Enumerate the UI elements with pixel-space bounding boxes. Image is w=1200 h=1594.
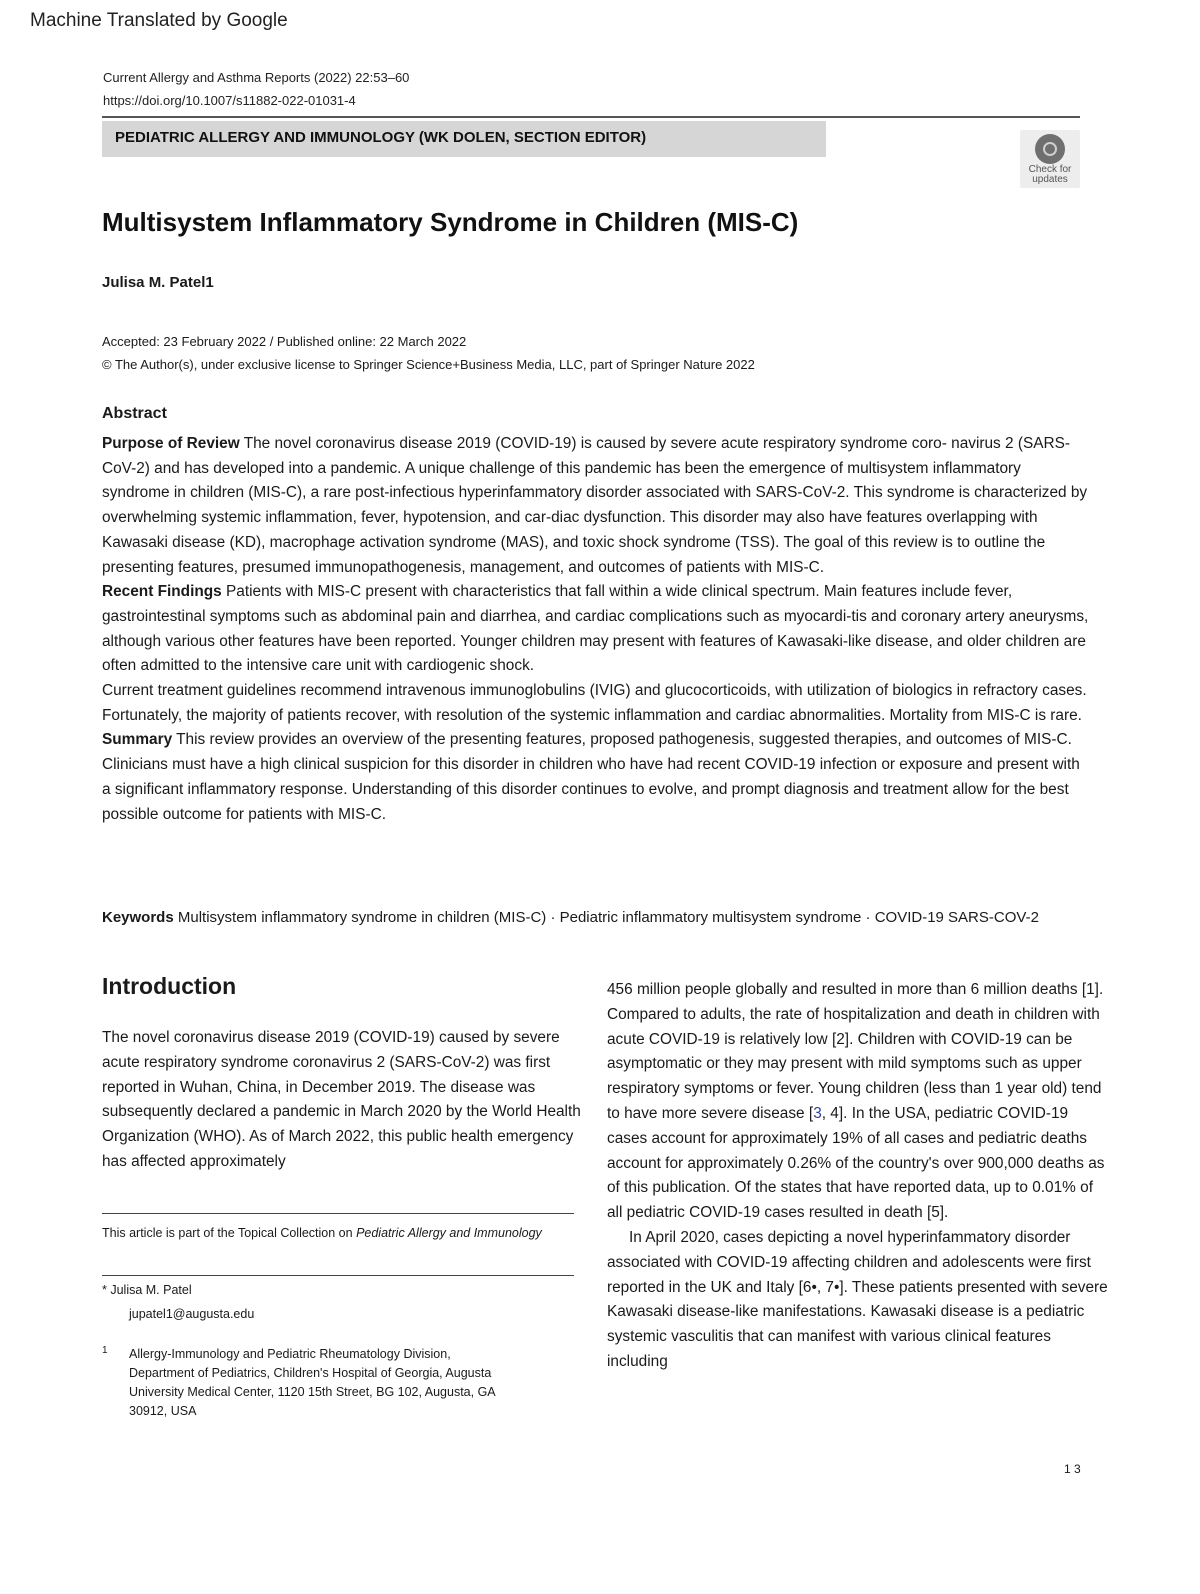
intro-right-para-2: In April 2020, cases depicting a novel hyperinfammatory disorder associated with COVID-19 affecting children and adolescents were first reported in the UK and Italy [6•, 7•]. These patients presented with severe Kawasaki disease-like manifestations. Kawasaki disease is a pediatric systemic vasculitis that can manifest with various clinical features including	[607, 1228, 1108, 1370]
article-title: Multisystem Inflammatory Syndrome in Children (MIS-C)	[102, 207, 799, 237]
purpose-label: Purpose of Review	[102, 435, 240, 452]
journal-header	[103, 66, 409, 112]
findings-text: Patients with MIS-C present with characteristics that fall within a wide clinical spectrum. Main features include fever, gastrointestinal symptoms such as abdominal pain and diarrhea, and cardiac complications such as myocardi-tis and coronary artery aneurysms, although various other features have been reported. Younger children may present with features of Kawasaki-like disease, and older children are often admitted to the intensive care unit with cardiogenic shock.	[102, 583, 1089, 675]
publication-dates	[102, 330, 755, 376]
collection-prefix: This article is part of the Topical Collection on	[102, 1226, 357, 1240]
check-updates-icon	[1035, 134, 1065, 164]
author-name: Julisa M. Patel1	[102, 274, 214, 291]
summary-text: This review provides an overview of the presenting features, proposed pathogenesis, suggested therapies, and outcomes of MIS-C. Clinicians must have a high clinical suspicion for this disorder in children who have had recent COVID-19 infection or exposure and present with a significant inflammatory response. Understanding of this disorder continues to evolve, and prompt diagnosis and treatment allow for the best possible outcome for patients with MIS-C.	[102, 731, 1080, 823]
abstract-heading: Abstract	[102, 405, 167, 422]
collection-name: Pediatric Allergy and Immunology	[356, 1226, 542, 1240]
machine-translated-banner: Machine Translated by Google	[30, 10, 288, 31]
page-number: 1 3	[1064, 1462, 1081, 1476]
check-updates-line1: Check for	[1028, 164, 1072, 175]
intro-right-column	[607, 978, 1112, 1375]
published-date: / Published online: 22 March 2022	[269, 334, 467, 349]
journal-citation: Current Allergy and Asthma Reports (2022) 22:53–60	[103, 70, 410, 85]
abstract-findings	[102, 580, 1092, 679]
section-heading-bar	[102, 121, 826, 157]
findings-label: Recent Findings	[102, 583, 222, 601]
abstract-treatment: Current treatment guidelines recommend intravenous immunoglobulins (IVIG) and glucocorticoids, with utilization of biologics in refractory cases. Fortunately, the majority of patients recover, with resolution of the systemic inflammation and cardiac abnormalities. Mortality from MIS-C is rare.	[102, 682, 1087, 724]
keywords-text: Multisystem inflammatory syndrome in children (MIS-C) · Pediatric inflammatory multisystem syndrome · COVID-19 SARS-COV-2	[173, 909, 1039, 926]
accepted-date: Accepted: 23 February 2022	[102, 334, 267, 349]
abstract-summary	[102, 728, 1092, 827]
introduction-heading: Introduction	[102, 973, 237, 999]
intro-right-para-1: 456 million people globally and resulted in more than 6 million deaths [1]. Compared to adults, the rate of hospitalization and death in children with acute COVID-19 is relatively low [2]. Children with COVID-19 can be asymptomatic or they may present with mild symptoms such as upper respiratory symptoms or fever. Young children (less than 1 year old) tend to have more severe disease [3, 4]. In the USA, pediatric COVID-19 cases account for approximately 19% of all cases and pediatric deaths account for approximately 0.26% of the country's over 900,000 deaths as of this publication. Of the states that have reported data, up to 0.01% of all pediatric COVID-19 cases resulted in death [5].	[607, 981, 1105, 1222]
check-updates-line2: updates	[1032, 174, 1068, 185]
author-email[interactable]: jupatel1@augusta.edu	[129, 1307, 255, 1321]
keywords	[102, 907, 1092, 928]
affiliation: Allergy-Immunology and Pediatric Rheumatology Division, Department of Pediatrics, Children's Hospital of Georgia, Augusta University Medical Center, 1120 15th Street, BG 102, Augusta, GA 30912, USA	[129, 1347, 495, 1418]
keywords-label: Keywords	[102, 909, 174, 926]
section-heading: PEDIATRIC ALLERGY AND IMMUNOLOGY (WK DOLEN, SECTION EDITOR)	[115, 129, 647, 146]
collection-note	[102, 1224, 542, 1243]
affiliation-number: 1	[102, 1345, 108, 1356]
abstract-body	[102, 432, 1092, 827]
reference-link-3[interactable]: 3	[813, 1104, 822, 1122]
purpose-text: The novel coronavirus disease 2019 (COVID-19) is caused by severe acute respiratory syndrome coro- navirus 2 (SARS-CoV-2) and has developed into a pandemic. A unique challenge of this pandemic has been the emergence of multisystem inflammatory syndrome in children (MIS-C), a rare post-infectious hyperinfammatory disorder associated with SARS-CoV-2. This syndrome is characterized by overwhelming systemic inflammation, fever, hypotension, and car-diac dysfunction. This disorder may also have features overlapping with Kawasaki disease (KD), macrophage activation syndrome (MAS), and toxic shock syndrome (TSS). The goal of this review is to outline the presenting features, presumed immunopathogenesis, management, and outcomes of patients with MIS-C.	[102, 435, 1088, 576]
footnote-rule-top	[102, 1213, 574, 1214]
corresponding-author: * Julisa M. Patel	[102, 1283, 192, 1297]
copyright-line: © The Author(s), under exclusive license to Springer Science+Business Media, LLC, part of Springer Nature 2022	[102, 357, 755, 372]
summary-label: Summary	[102, 731, 173, 749]
doi-link[interactable]: https://doi.org/10.1007/s11882-022-01031-4	[103, 93, 356, 108]
footnote-rule-bottom	[102, 1275, 574, 1276]
check-for-updates-badge[interactable]	[1020, 130, 1080, 188]
abstract-purpose	[102, 432, 1092, 580]
intro-left-column: The novel coronavirus disease 2019 (COVID-19) caused by severe acute respiratory syndrome coronavirus 2 (SARS-CoV-2) was first reported in Wuhan, China, in December 2019. The disease was subsequently declared a pandemic in March 2020 by the World Health Organization (WHO). As of March 2022, this public health emergency has affected approximately	[102, 1029, 581, 1170]
header-rule	[102, 116, 1080, 118]
